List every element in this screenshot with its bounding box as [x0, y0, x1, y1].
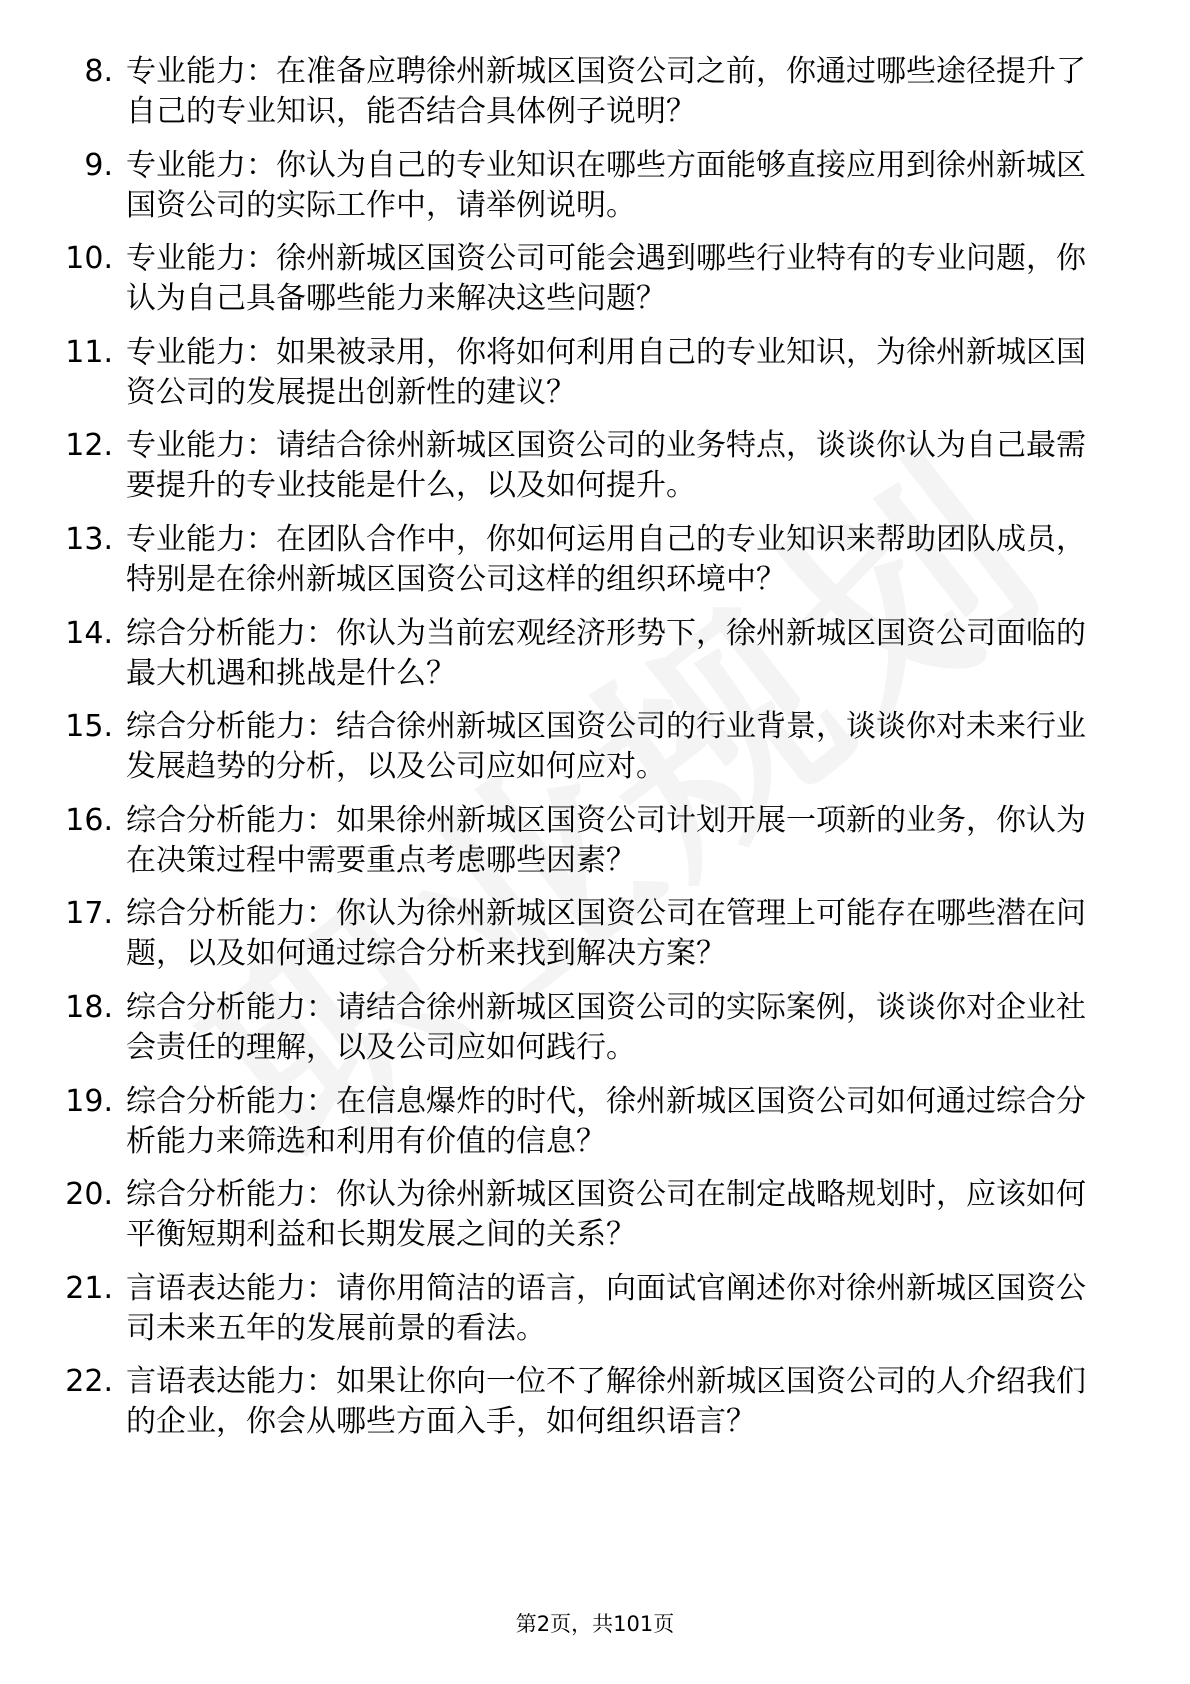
- question-text: 综合分析能力：你认为当前宏观经济形势下，徐州新城区国资公司面临的最大机遇和挑战是什么？: [126, 615, 1086, 691]
- question-item: [0, 1362, 1190, 1456]
- question-text: 综合分析能力：结合徐州新城区国资公司的行业背景，谈谈你对未来行业发展趋势的分析，以及公司应如何应对。: [126, 709, 1086, 785]
- question-list: [0, 52, 1190, 1456]
- question-number: 21.: [65, 1270, 113, 1306]
- question-text: 言语表达能力：请你用简洁的语言，向面试官阐述你对徐州新城区国资公司未来五年的发展前景的看法。: [126, 1270, 1086, 1346]
- page-number-label: 第2页，共101页: [515, 1612, 675, 1636]
- question-number: 11.: [65, 334, 113, 370]
- question-text: 言语表达能力：如果让你向一位不了解徐州新城区国资公司的人介绍我们的企业，你会从哪些方面入手，如何组织语言？: [126, 1364, 1086, 1440]
- question-number: 8.: [84, 54, 113, 89]
- question-number: 22.: [65, 1364, 113, 1400]
- question-number: 13.: [65, 521, 113, 557]
- question-number: 10.: [65, 241, 113, 277]
- question-text: 综合分析能力：你认为徐州新城区国资公司在制定战略规划时，应该如何平衡短期利益和长期发展之间的关系？: [126, 1177, 1086, 1253]
- question-item: [0, 894, 1190, 988]
- question-number: 18.: [65, 989, 113, 1025]
- question-number: 20.: [65, 1177, 113, 1213]
- question-item: [0, 146, 1190, 240]
- question-item: [0, 1082, 1190, 1176]
- question-text: 综合分析能力：如果徐州新城区国资公司计划开展一项新的业务，你认为在决策过程中需要重点考虑哪些因素？: [126, 802, 1086, 878]
- question-number: 14.: [65, 615, 113, 651]
- question-text: 专业能力：如果被录用，你将如何利用自己的专业知识，为徐州新城区国资公司的发展提出创新性的建议？: [126, 334, 1086, 410]
- question-text: 综合分析能力：请结合徐州新城区国资公司的实际案例，谈谈你对企业社会责任的理解，以及公司应如何践行。: [126, 989, 1086, 1065]
- question-item: [0, 614, 1190, 708]
- question-text: 综合分析能力：在信息爆炸的时代，徐州新城区国资公司如何通过综合分析能力来筛选和利用有价值的信息？: [126, 1083, 1086, 1159]
- question-number: 19.: [65, 1083, 113, 1119]
- question-item: [0, 801, 1190, 895]
- question-item: [0, 333, 1190, 427]
- question-number: 16.: [65, 802, 113, 838]
- question-item: [0, 239, 1190, 333]
- question-text: 专业能力：你认为自己的专业知识在哪些方面能够直接应用到徐州新城区国资公司的实际工作中，请举例说明。: [126, 147, 1086, 223]
- question-number: 9.: [84, 147, 113, 183]
- question-text: 专业能力：在团队合作中，你如何运用自己的专业知识来帮助团队成员，特别是在徐州新城区国资公司这样的组织环境中？: [126, 521, 1086, 597]
- question-number: 15.: [65, 709, 113, 745]
- question-item: [0, 426, 1190, 520]
- question-item: [0, 520, 1190, 614]
- question-text: 专业能力：在准备应聘徐州新城区国资公司之前，你通过哪些途径提升了自己的专业知识，能否结合具体例子说明？: [126, 54, 1086, 129]
- question-item: [0, 52, 1190, 146]
- question-text: 专业能力：请结合徐州新城区国资公司的业务特点，谈谈你认为自己最需要提升的专业技能是什么，以及如何提升。: [126, 428, 1086, 504]
- question-number: 12.: [65, 428, 113, 464]
- question-item: [0, 707, 1190, 801]
- question-text: 专业能力：徐州新城区国资公司可能会遇到哪些行业特有的专业问题，你认为自己具备哪些能力来解决这些问题？: [126, 241, 1086, 317]
- question-item: [0, 1175, 1190, 1269]
- question-text: 综合分析能力：你认为徐州新城区国资公司在管理上可能存在哪些潜在问题，以及如何通过综合分析来找到解决方案？: [126, 896, 1086, 972]
- question-number: 17.: [65, 896, 113, 932]
- page-footer: [0, 1610, 1190, 1638]
- question-item: [0, 988, 1190, 1082]
- question-item: [0, 1269, 1190, 1363]
